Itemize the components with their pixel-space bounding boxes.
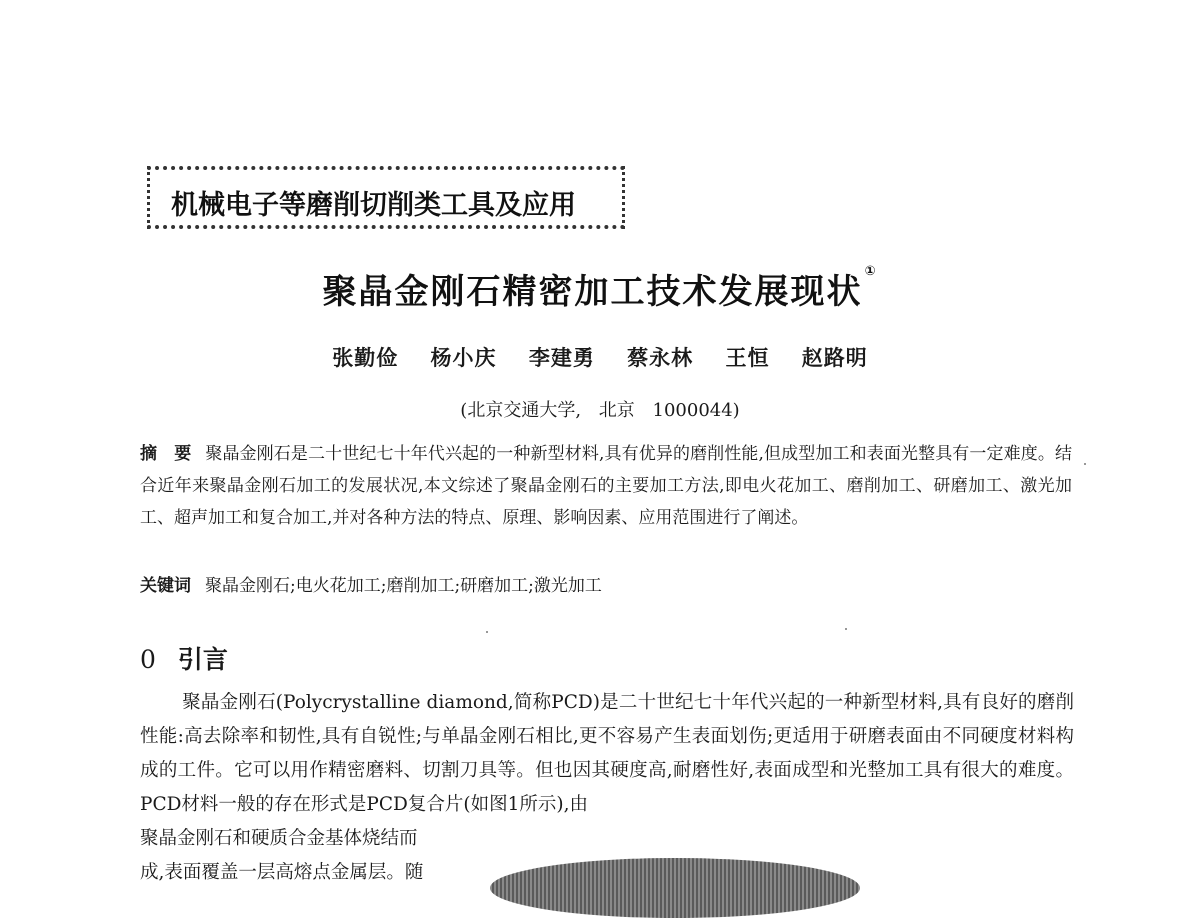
author-list — [0, 342, 1200, 372]
abstract — [140, 438, 1072, 534]
keywords — [140, 572, 1072, 600]
abstract-label: 摘 要 — [140, 444, 192, 464]
section-heading — [140, 640, 228, 676]
affiliation-institution: (北京交通大学, — [460, 400, 582, 421]
title-footnote-mark[interactable]: ① — [864, 264, 878, 279]
intro-paragraph-text: 聚晶金刚石(Polycrystalline diamond,简称PCD)是二十世纪七十年代兴起的一种新型材料,具有良好的磨削性能:高去除率和韧性,具有自锐性;与单晶金刚石相比,更不容易产生表面划伤;更适用于研磨表面由不同硬度材料构成的工件。它可以用作精密磨料、切割刀具等。但也因其硬度高,耐磨性好,表面成型和光整加工具有很大的难度。PCD材料一般的存在形式是PCD复合片(如图1所示),由 — [140, 692, 1074, 815]
figure-1-pcd-composite-image — [490, 858, 860, 918]
paper-title — [0, 264, 1200, 313]
author-name: 李建勇 — [528, 345, 595, 370]
author-name: 赵路明 — [801, 345, 868, 370]
section-title: 引言 — [177, 645, 228, 674]
author-name: 王恒 — [725, 345, 770, 370]
affiliation — [0, 396, 1200, 422]
affiliation-city: 北京 — [598, 400, 635, 421]
scan-speck — [486, 631, 488, 633]
author-name: 杨小庆 — [430, 345, 497, 370]
intro-paragraph — [140, 686, 1074, 822]
abstract-text: 聚晶金刚石是二十世纪七十年代兴起的一种新型材料,具有优异的磨削性能,但成型加工和表面光整具有一定难度。结合近年来聚晶金刚石加工的发展状况,本文综述了聚晶金刚石的主要加工方法,即电火花加工、磨削加工、研磨加工、激光加工、超声加工和复合加工,并对各种方法的特点、原理、影响因素、应用范围进行了阐述。 — [140, 444, 1072, 528]
section-banner — [147, 166, 625, 229]
keywords-label: 关键词 — [140, 576, 191, 596]
section-number: 0 — [140, 645, 156, 674]
section-banner-text: 机械电子等磨削切削类工具及应用 — [171, 190, 576, 221]
author-name: 蔡永林 — [627, 345, 694, 370]
intro-paragraph-continuation — [140, 822, 490, 890]
paper-title-text: 聚晶金刚石精密加工技术发展现状 — [322, 272, 863, 312]
affiliation-postcode: 1000044) — [652, 400, 740, 421]
intro-tail-line: 聚晶金刚石和硬质合金基体烧结而 — [140, 828, 418, 849]
scan-speck — [845, 628, 847, 630]
author-name: 张勤俭 — [332, 345, 399, 370]
scan-speck — [1084, 463, 1086, 465]
intro-tail-line: 成,表面覆盖一层高熔点金属层。随 — [140, 862, 424, 883]
keywords-text: 聚晶金刚石;电火花加工;磨削加工;研磨加工;激光加工 — [205, 576, 602, 596]
